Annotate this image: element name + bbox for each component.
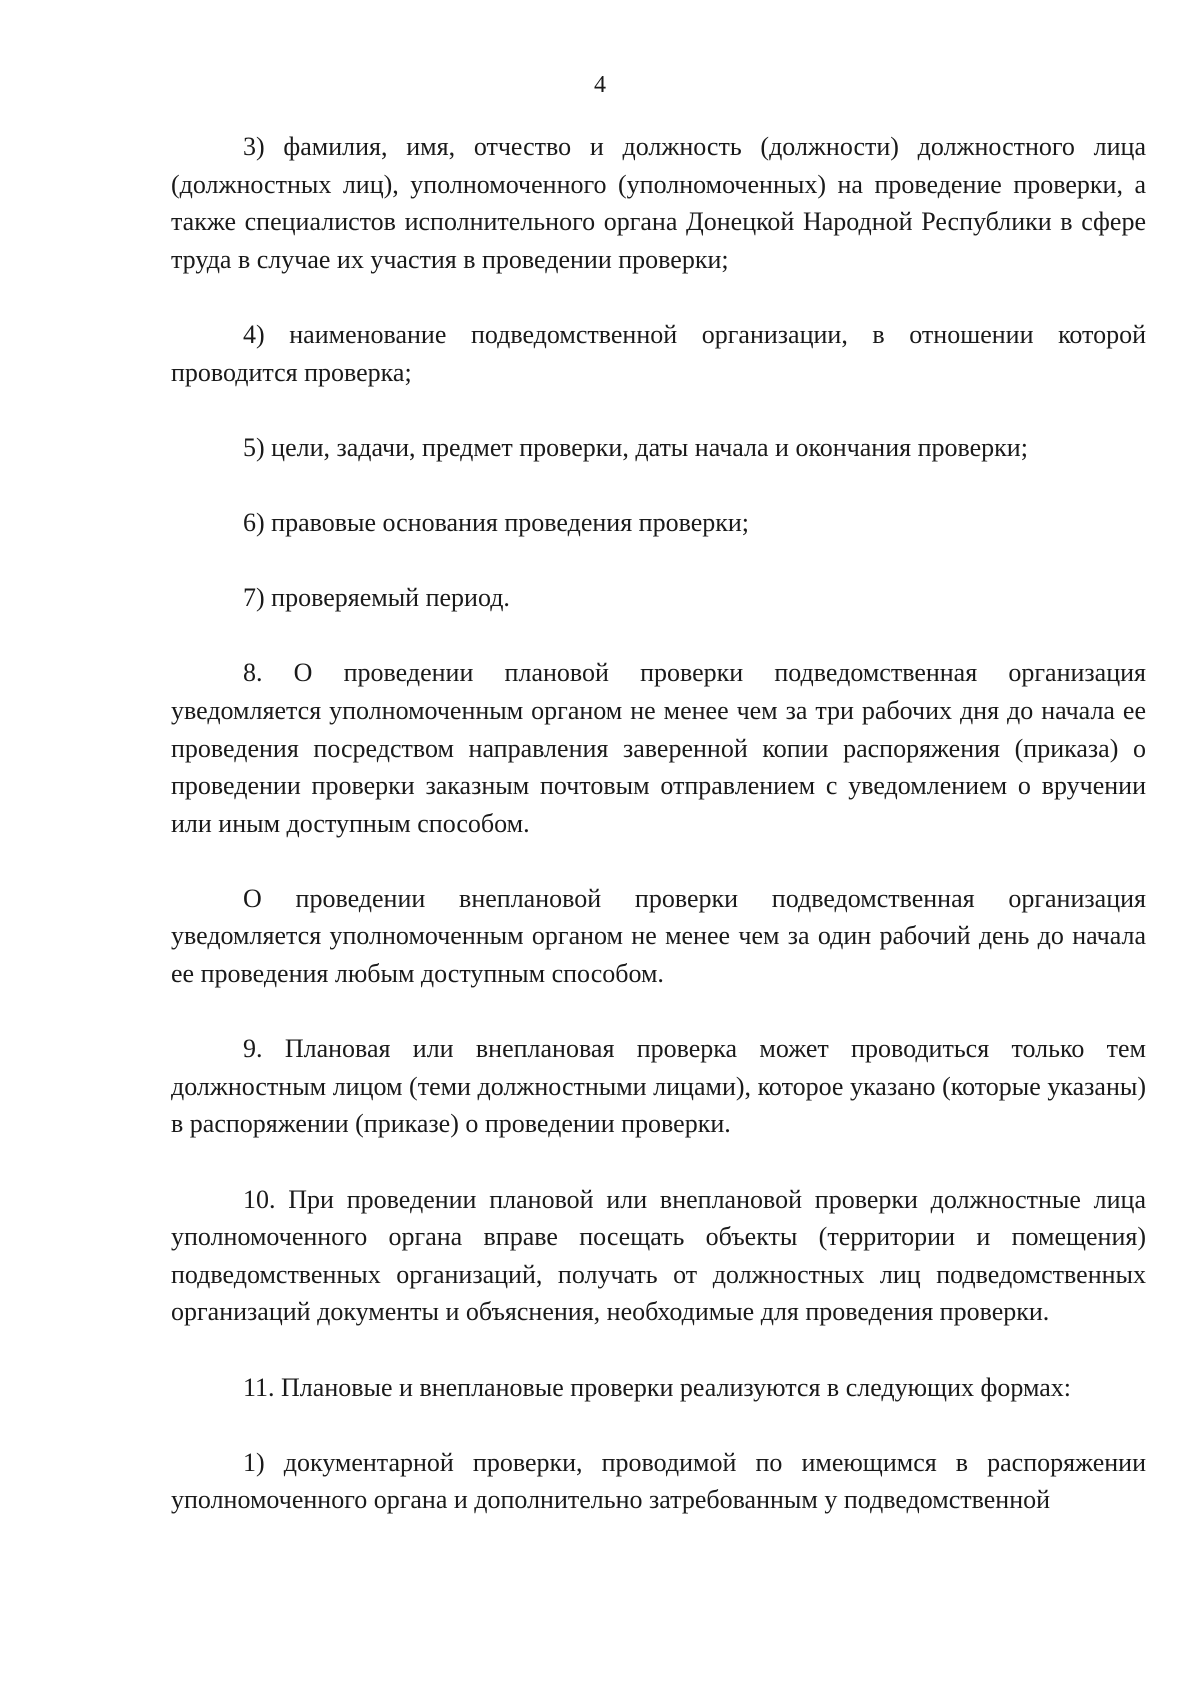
paragraph-section-9: 9. Плановая или внеплановая проверка может проводиться только тем должностным лицом (теми должностными лицами), которое указано (которые указаны) в распоряжении (приказе) о проведении проверки. (171, 1034, 1146, 1139)
paragraph-section-8: 8. О проведении плановой проверки подведомственная организация уведомляется уполномоченным органом не менее чем за три рабочих дня до начала ее проведения посредством направления заверенной копии распоряжения (приказа) о проведении проверки заказным почтовым отправлением с уведомлением о вручении или иным доступным способом. (171, 658, 1146, 838)
paragraph-section-10: 10. При проведении плановой или внеплановой проверки должностные лица уполномоченного органа вправе посещать объекты (территории и помещения) подведомственных организаций, получать от должностных лиц подведомственных организаций документы и объяснения, необходимые для проведения проверки. (171, 1184, 1146, 1327)
page-number: 4 (594, 72, 606, 98)
paragraph-item-6: 6) правовые основания проведения проверки; (243, 507, 749, 537)
paragraph-item-3: 3) фамилия, имя, отчество и должность (должности) должностного лица (должностных лиц), уполномоченного (уполномоченных) на проведение проверки, а также специалистов исполнительного органа Донецкой Народной Республики в сфере труда в случае их участия в проведении проверки; (171, 132, 1146, 274)
paragraph-section-11: 11. Плановые и внеплановые проверки реализуются в следующих формах: (243, 1372, 1071, 1402)
paragraph-item-4: 4) наименование подведомственной организации, в отношении которой проводится проверка; (171, 319, 1146, 387)
paragraph-section-11-item-1: 1) документарной проверки, проводимой по имеющимся в распоряжении уполномоченного органа и дополнительно затребованным у подведомственной (171, 1447, 1146, 1515)
document-body (171, 128, 1146, 1519)
paragraph-item-5: 5) цели, задачи, предмет проверки, даты начала и окончания проверки; (243, 432, 1028, 462)
paragraph-item-7: 7) проверяемый период. (243, 583, 510, 613)
paragraph-section-8-unscheduled: О проведении внеплановой проверки подведомственная организация уведомляется уполномоченным органом не менее чем за один рабочий день до начала ее проведения любым доступным способом. (171, 883, 1146, 989)
